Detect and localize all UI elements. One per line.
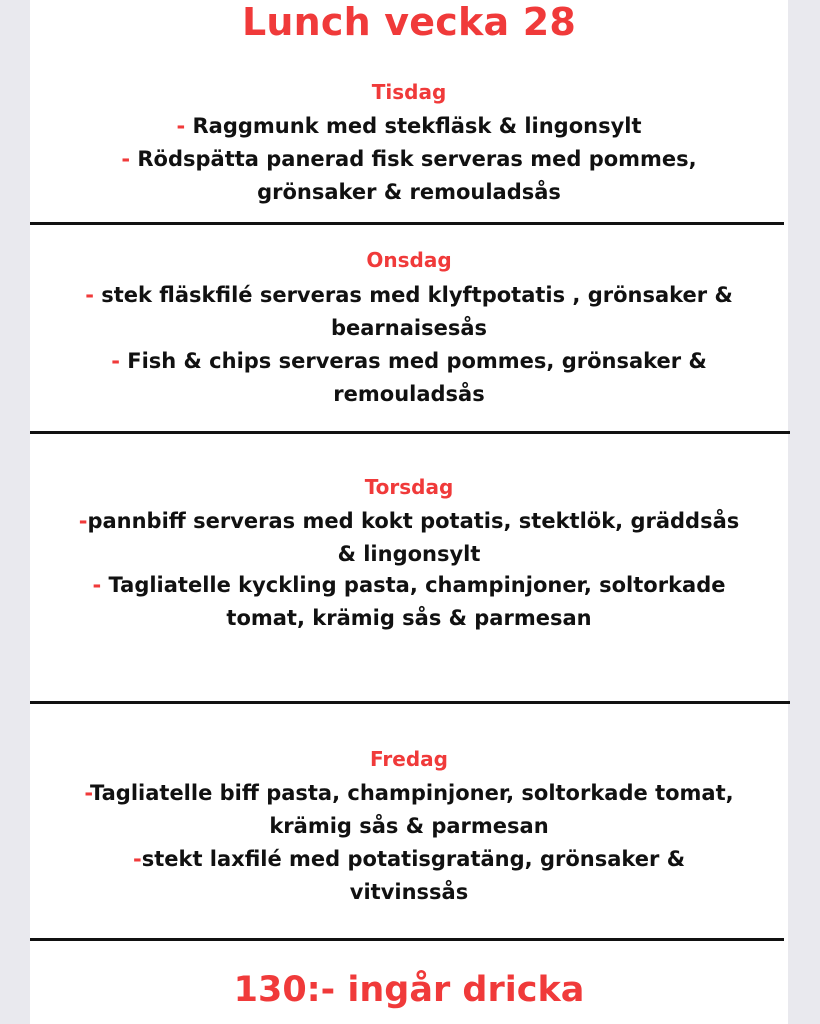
menu-title: Lunch vecka 28: [241, 0, 577, 44]
dish-dash: -: [85, 283, 102, 307]
dish-dash: -: [111, 349, 128, 373]
section-divider: [30, 701, 790, 704]
dish-text: Raggmunk med stekfläsk & lingonsylt: [192, 114, 642, 138]
dish-dash: -: [121, 147, 138, 171]
dish-text: Tagliatelle biff pasta, champinjoner, soltorkade tomat, krämig sås & parmesan: [90, 781, 734, 838]
day-heading-tisdag: Tisdag: [371, 80, 447, 104]
dish-item: [30, 505, 788, 571]
dish-item: [30, 143, 788, 209]
section-divider: [30, 222, 784, 225]
dish-text: pannbiff serveras med kokt potatis, stektlök, gräddsås & lingonsylt: [87, 509, 740, 566]
dish-item: [30, 110, 788, 143]
dish-dash: -: [176, 114, 193, 138]
dish-text: Fish & chips serveras med pommes, grönsaker & remouladsås: [127, 349, 707, 406]
day-heading-torsdag: Torsdag: [364, 475, 454, 499]
dish-item: [30, 279, 788, 345]
menu-page: [30, 0, 788, 1024]
dish-dash: -: [132, 847, 142, 871]
price-label: 130:- ingår dricka: [233, 970, 585, 1010]
dish-dash: -: [92, 573, 109, 597]
dish-dash: -: [84, 781, 91, 805]
dish-item: [30, 569, 788, 635]
dish-item: [30, 345, 788, 411]
dish-item: [30, 777, 788, 843]
dish-text: stek fläskfilé serveras med klyftpotatis , grönsaker & bearnaisesås: [101, 283, 733, 340]
section-divider: [30, 938, 784, 941]
dish-text: stekt laxfilé med potatisgratäng, grönsaker & vitvinssås: [141, 847, 686, 904]
day-heading-fredag: Fredag: [370, 747, 448, 771]
dish-text: Tagliatelle kyckling pasta, champinjoner, soltorkade tomat, krämig sås & parmesan: [108, 573, 726, 630]
section-divider: [30, 431, 790, 434]
dish-text: Rödspätta panerad fisk serveras med pommes, grönsaker & remouladsås: [137, 147, 697, 204]
day-heading-onsdag: Onsdag: [366, 248, 452, 272]
dish-dash: -: [78, 509, 88, 533]
dish-item: [30, 843, 788, 909]
